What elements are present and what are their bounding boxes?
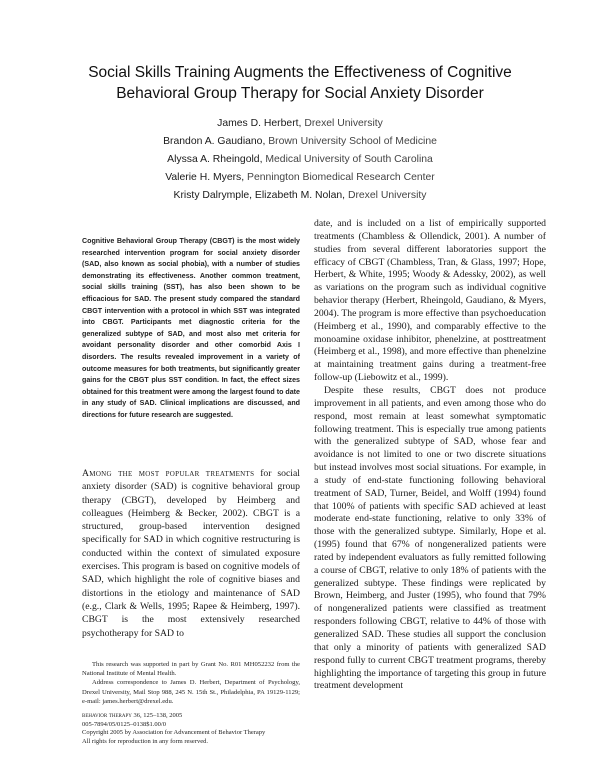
author-affiliation: Drexel University — [304, 118, 383, 129]
journal-citation: behavior therapy 36, 125–138, 2005 — [82, 712, 183, 719]
author-affiliation: Brown University School of Medicine — [268, 136, 437, 147]
author-affiliation: Medical University of South Carolina — [265, 154, 433, 165]
author-line — [40, 115, 560, 133]
body-text-left-column — [82, 467, 300, 640]
author-names: Valerie H. Myers, — [165, 172, 245, 183]
intro-paragraph — [82, 467, 300, 640]
article-title — [40, 62, 560, 104]
footnotes — [82, 660, 300, 706]
author-names: James D. Herbert, — [217, 118, 302, 129]
author-affiliation: Pennington Biomedical Research Center — [247, 172, 435, 183]
lead-in-small-caps: Among the most popular treatments — [82, 468, 255, 479]
body-text-right-column — [314, 218, 546, 693]
author-line — [40, 151, 560, 169]
journal-copyright: Copyright 2005 by Association for Advancement of Behavior Therapy — [82, 729, 266, 737]
correspondence-footnote: Address correspondence to James D. Herbert, Department of Psychology, Drexel University, Mail Stop 988, 245 N. 15th St., Philadelphia, PA 19129-1129; e-mail: james.herbert@drexel.edu. — [82, 679, 300, 705]
author-line — [40, 187, 560, 205]
title-line-2: Behavioral Group Therapy for Social Anxiety Disorder — [116, 85, 484, 102]
funding-footnote: This research was supported in part by Grant No. R01 MH052232 from the National Institute of Mental Health. — [82, 661, 300, 678]
intro-text: for social anxiety disorder (SAD) is cognitive behavioral group therapy (CBGT), developed by Heimberg and colleagues (Heimberg & Becker, 2002). CBGT is a structured, group-based intervention designed specifically for SAD in which cognitive restructuring is conducted within the context of simulated exposure exercises. This program is based on cognitive models of SAD, which highlight the role of cognitive biases and distortions in the etiology and maintenance of SAD (e.g., Clark & Wells, 1995; Rapee & Heimberg, 1997). CBGT is the most extensively researched psychotherapy for SAD to — [82, 468, 300, 639]
author-names: Alyssa A. Rheingold, — [167, 154, 263, 165]
abstract: Cognitive Behavioral Group Therapy (CBGT) is the most widely researched intervention program for social anxiety disorder (SAD, also known as social phobia), with a number of studies demonstrating its effectiveness. Another common treatment, social skills training (SST), has also been shown to be efficacious for SAD. The present study compared the standard CBGT intervention with a protocol in which SST was integrated into CBGT. Participants met diagnostic criteria for the generalized subtype of SAD, and most also met criteria for avoidant personality disorder and other comorbid Axis I disorders. The results revealed improvement in a variety of outcome measures for both treatments, but significantly greater gains for the CBGT plus SST condition. In fact, the effect sizes obtained for this treatment were among the largest found to date in any study of SAD. Clinical implications are discussed, and directions for future research are suggested. — [82, 237, 300, 419]
author-list — [40, 115, 560, 205]
author-names: Brandon A. Gaudiano, — [163, 136, 266, 147]
author-names: Kristy Dalrymple, Elizabeth M. Nolan, — [173, 190, 346, 201]
journal-rights: All rights for reproduction in any form reserved. — [82, 737, 208, 745]
author-line — [40, 169, 560, 187]
paragraph-continued: date, and is included on a list of empirically supported treatments (Chambless & Ollendick, 2001). A number of studies from several different laboratories support the efficacy of CBGT (Chambless, Tran, & Glass, 1997; Hope, Herbert, & White, 1995; Woody & Adessky, 2002), as well as variations on the program such as individual cognitive behavior therapy (Herbert, Rheingold, Gaudiano, & Myers, 2004). The program is more effective than psychoeducation (Heimberg et al., 1990), and comparably effective to the monoamine oxidase inhibitor, phenelzine, at posttreatment (Heimberg et al., 1998), and more effective than phenelzine at maintaining treatment gains during a treatment-free follow-up (Liebowitz et al., 1999). — [314, 218, 546, 384]
author-line — [40, 133, 560, 151]
paragraph-despite-results: Despite these results, CBGT does not produce improvement in all patients, and even among those who do respond, most remain at least somewhat symptomatic following treatment. This is especially true among patients with the generalized subtype of SAD, whose fear and avoidance is not limited to one or two discrete situations but instead involves most social situations. For example, in a study of end-state functioning following behavioral treatment of SAD, Turner, Beidel, and Wolff (1994) found that 100% of patients with specific SAD achieved at least moderate end-state functioning, relative to only 33% of those with the generalized subtype. Similarly, Hope et al. (1995) found that 67% of nongeneralized patients were rated by independent evaluators as fully remitted following a course of CBGT, relative to only 18% of patients with the generalized subtype. These findings were replicated by Brown, Heimberg, and Juster (1995), who found that 79% of nongeneralized patients were classified as treatment responders following CBGT, relative to 44% of those with generalized SAD. These studies all support the conclusion that only a minority of patients with generalized SAD respond fully to current CBGT treatment programs, thereby highlighting the importance of targeting this group in future treatment development — [314, 384, 546, 692]
journal-issn: 005-7894/05/0125–0138$1.00/0 — [82, 720, 166, 728]
title-line-1: Social Skills Training Augments the Effectiveness of Cognitive — [88, 64, 512, 81]
author-affiliation: Drexel University — [347, 190, 427, 201]
journal-info — [82, 712, 300, 746]
